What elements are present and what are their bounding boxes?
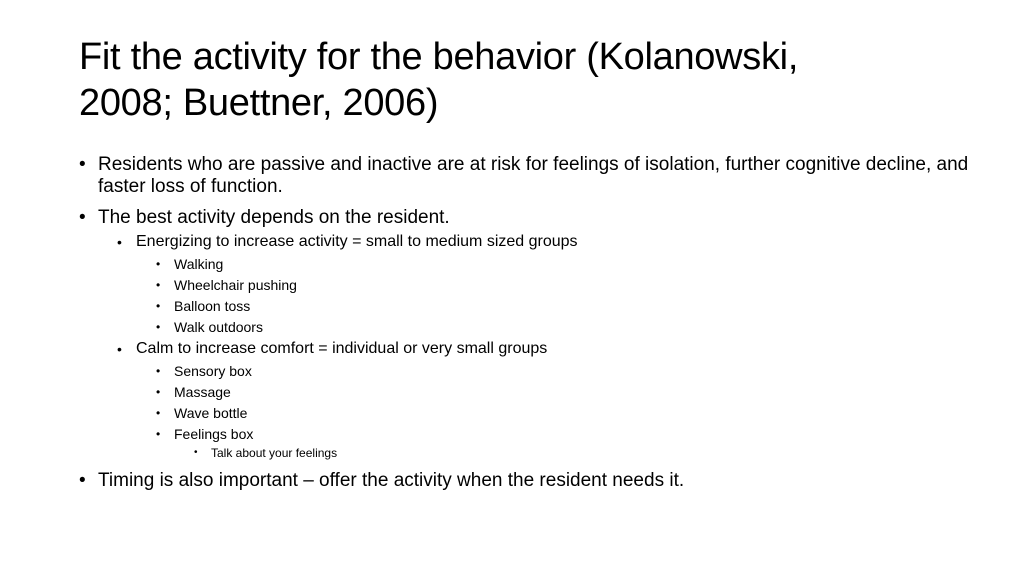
title-line-2: 2008; Buettner, 2006) (79, 82, 439, 124)
sub-sub-bullet-item (156, 362, 979, 380)
sub-bullet-item (117, 232, 979, 252)
sub-sub-bullet-item (156, 297, 979, 315)
bullet-text: Timing is also important – offer the activity when the resident needs it. (98, 470, 685, 491)
sub-sub-bullet-text: Walk outdoors (174, 319, 263, 335)
sub-sub-bullet-text: Walking (174, 256, 224, 272)
sub-sub-bullet-item (156, 318, 979, 336)
sub-sub-bullet-item (156, 276, 979, 294)
bullet-icon: • (117, 341, 122, 357)
sub-sub-bullet-item (156, 404, 979, 422)
bullet-text: The best activity depends on the resident. (98, 207, 450, 228)
sub-sub-bullet-text: Wheelchair pushing (174, 277, 297, 293)
sub-bullet-item (117, 339, 979, 359)
bullet-icon: • (156, 278, 161, 292)
bullet-icon: • (79, 207, 86, 228)
bullet-list (79, 154, 979, 492)
title-line-1: Fit the activity for the behavior (Kolanowski, (79, 36, 799, 78)
bullet-icon: • (156, 320, 161, 334)
bullet-icon: • (156, 406, 161, 420)
sub-sub-bullet-text: Balloon toss (174, 298, 251, 314)
bullet-icon: • (156, 427, 161, 441)
bullet-icon: • (79, 470, 86, 491)
slide-title (79, 34, 979, 126)
bullet-icon: • (156, 257, 161, 271)
bullet-icon: • (156, 385, 161, 399)
sub-sub-bullet-item (156, 255, 979, 273)
level-4-bullet-item (194, 445, 979, 461)
sub-bullet-text: Calm to increase comfort = individual or very small groups (136, 340, 548, 357)
bullet-icon: • (79, 154, 86, 175)
bullet-text: Residents who are passive and inactive are at risk for feelings of isolation, further cognitive decline, and faster loss of function. (98, 154, 969, 197)
bullet-icon: • (156, 299, 161, 313)
level-4-bullet-text: Talk about your feelings (211, 446, 338, 460)
sub-sub-bullet-item (156, 383, 979, 401)
sub-sub-bullet-item (156, 425, 979, 443)
sub-sub-bullet-text: Sensory box (174, 363, 252, 379)
bullet-icon: • (156, 364, 161, 378)
sub-sub-bullet-text: Feelings box (174, 426, 254, 442)
slide-body (79, 154, 979, 501)
bullet-item (79, 154, 979, 198)
bullet-item (79, 470, 979, 492)
sub-sub-bullet-text: Massage (174, 384, 231, 400)
bullet-icon: • (117, 234, 122, 250)
sub-bullet-text: Energizing to increase activity = small to medium sized groups (136, 233, 578, 250)
bullet-item (79, 207, 979, 229)
sub-sub-bullet-text: Wave bottle (174, 405, 248, 421)
bullet-icon: • (194, 447, 198, 458)
